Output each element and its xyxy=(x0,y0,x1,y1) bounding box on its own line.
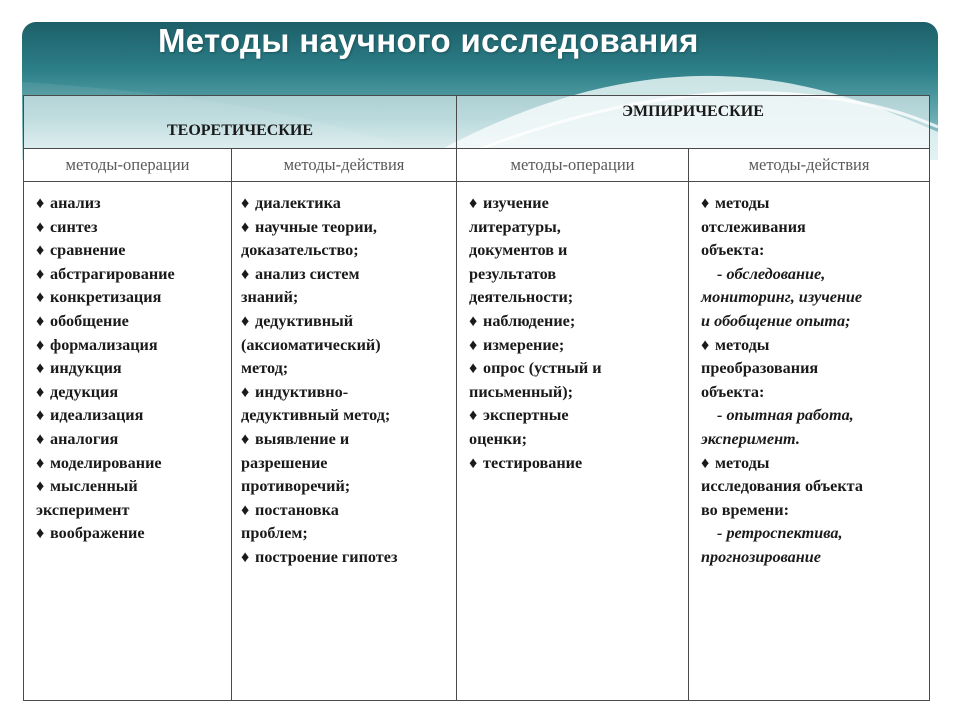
list-item-continuation: отслеживания xyxy=(701,217,806,236)
list-item: ♦ формализация xyxy=(36,334,223,358)
methods-table xyxy=(23,95,930,701)
list-item: ♦ наблюдение; xyxy=(469,310,680,334)
list-subitem: мониторинг, изучение xyxy=(701,288,863,307)
subheader-emp-operations: методы-операции xyxy=(457,149,689,182)
diamond-bullet-icon: ♦ xyxy=(36,335,45,354)
diamond-bullet-icon: ♦ xyxy=(469,406,478,425)
column-emp-operations xyxy=(457,182,689,701)
diamond-bullet-icon: ♦ xyxy=(36,194,45,212)
list-item: ♦ анализ xyxy=(36,192,223,216)
diamond-bullet-icon: ♦ xyxy=(469,311,478,330)
list-item: ♦ сравнение xyxy=(36,239,223,263)
list-item: ♦ абстрагирование xyxy=(36,263,223,287)
subheader-theo-operations: методы-операции xyxy=(24,149,232,182)
list-subitem: и обобщение опыта; xyxy=(701,311,851,330)
diamond-bullet-icon: ♦ xyxy=(241,264,250,283)
page-title: Методы научного исследования xyxy=(158,22,699,59)
diamond-bullet-icon: ♦ xyxy=(36,406,45,425)
list-item: ♦ конкретизация xyxy=(36,286,223,310)
list-item-continuation: разрешение xyxy=(241,453,328,472)
list-item: ♦ экспертные xyxy=(469,404,680,428)
list-item-continuation: дедуктивный метод; xyxy=(241,406,391,425)
list-item-continuation: исследования объекта xyxy=(701,477,863,496)
diamond-bullet-icon: ♦ xyxy=(36,477,45,496)
list-item: ♦ измерение; xyxy=(469,334,680,358)
list-item: ♦ дедуктивный xyxy=(241,310,448,334)
list-item: ♦ анализ систем xyxy=(241,263,448,287)
diamond-bullet-icon: ♦ xyxy=(36,453,45,472)
list-subitem: прогнозирование xyxy=(701,547,821,566)
diamond-bullet-icon: ♦ xyxy=(469,359,478,378)
list-item: ♦ методы xyxy=(701,334,921,358)
list-item-continuation: объекта: xyxy=(701,382,765,401)
diamond-bullet-icon: ♦ xyxy=(241,429,250,448)
list-item: ♦ мысленный xyxy=(36,475,223,499)
diamond-bullet-icon: ♦ xyxy=(36,311,45,330)
list-item-continuation: противоречий; xyxy=(241,477,351,496)
list-item-continuation: эксперимент xyxy=(36,500,130,519)
list-item: ♦ идеализация xyxy=(36,404,223,428)
diamond-bullet-icon: ♦ xyxy=(241,500,250,519)
list-item-continuation: документов и xyxy=(469,241,568,260)
list-item-continuation: результатов xyxy=(469,264,557,283)
diamond-bullet-icon: ♦ xyxy=(701,453,710,472)
list-subitem: - ретроспектива, xyxy=(717,524,843,543)
list-item: ♦ построение гипотез xyxy=(241,546,448,570)
diamond-bullet-icon: ♦ xyxy=(36,288,45,307)
list-item: ♦ аналогия xyxy=(36,428,223,452)
diamond-bullet-icon: ♦ xyxy=(701,335,710,354)
subheader-theo-actions: методы-действия xyxy=(232,149,457,182)
list-item: ♦ тестирование xyxy=(469,452,680,476)
diamond-bullet-icon: ♦ xyxy=(241,382,250,401)
list-item-continuation: проблем; xyxy=(241,524,308,543)
column-theo-actions xyxy=(232,182,457,701)
list-item: ♦ методы xyxy=(701,192,921,216)
diamond-bullet-icon: ♦ xyxy=(241,311,250,330)
list-item-continuation: объекта: xyxy=(701,241,765,260)
diamond-bullet-icon: ♦ xyxy=(36,359,45,378)
list-item: ♦ синтез xyxy=(36,216,223,240)
list-item-continuation: (аксиоматический) xyxy=(241,335,381,354)
diamond-bullet-icon: ♦ xyxy=(36,241,45,260)
list-item-continuation: оценки; xyxy=(469,429,527,448)
list-item-continuation: литературы, xyxy=(469,217,561,236)
subheader-emp-actions: методы-действия xyxy=(689,149,930,182)
list-item: ♦ опрос (устный и xyxy=(469,357,680,381)
list-item: ♦ постановка xyxy=(241,499,448,523)
list-item: ♦ диалектика xyxy=(241,192,448,216)
column-theo-operations xyxy=(24,182,232,701)
list-item: ♦ изучение xyxy=(469,192,680,216)
theoretical-header: ТЕОРЕТИЧЕСКИЕ xyxy=(24,96,457,149)
list-item-continuation: во времени: xyxy=(701,500,789,519)
diamond-bullet-icon: ♦ xyxy=(36,524,45,543)
list-item: ♦ обобщение xyxy=(36,310,223,334)
diamond-bullet-icon: ♦ xyxy=(36,264,45,283)
list-subitem: эксперимент. xyxy=(701,429,800,448)
diamond-bullet-icon: ♦ xyxy=(241,194,250,212)
diamond-bullet-icon: ♦ xyxy=(241,547,250,566)
diamond-bullet-icon: ♦ xyxy=(469,453,478,472)
list-item: ♦ индуктивно- xyxy=(241,381,448,405)
empirical-header: ЭМПИРИЧЕСКИЕ xyxy=(457,96,930,149)
list-item-continuation: письменный); xyxy=(469,382,574,401)
diamond-bullet-icon: ♦ xyxy=(241,217,250,236)
list-item: ♦ воображение xyxy=(36,522,223,546)
list-subitem: - обследование, xyxy=(717,264,826,283)
diamond-bullet-icon: ♦ xyxy=(36,429,45,448)
list-subitem: - опытная работа, xyxy=(717,406,854,425)
list-item-continuation: преобразования xyxy=(701,359,819,378)
list-item: ♦ индукция xyxy=(36,357,223,381)
list-item-continuation: метод; xyxy=(241,359,289,378)
diamond-bullet-icon: ♦ xyxy=(36,217,45,236)
list-item-continuation: знаний; xyxy=(241,288,299,307)
list-item: ♦ методы xyxy=(701,452,921,476)
list-item: ♦ научные теории, xyxy=(241,216,448,240)
diamond-bullet-icon: ♦ xyxy=(469,335,478,354)
list-item-continuation: доказательство; xyxy=(241,241,359,260)
diamond-bullet-icon: ♦ xyxy=(36,382,45,401)
list-item: ♦ моделирование xyxy=(36,452,223,476)
diamond-bullet-icon: ♦ xyxy=(469,194,478,212)
list-item: ♦ дедукция xyxy=(36,381,223,405)
list-item-continuation: деятельности; xyxy=(469,288,574,307)
diamond-bullet-icon: ♦ xyxy=(701,194,710,212)
list-item: ♦ выявление и xyxy=(241,428,448,452)
column-emp-actions xyxy=(689,182,930,701)
